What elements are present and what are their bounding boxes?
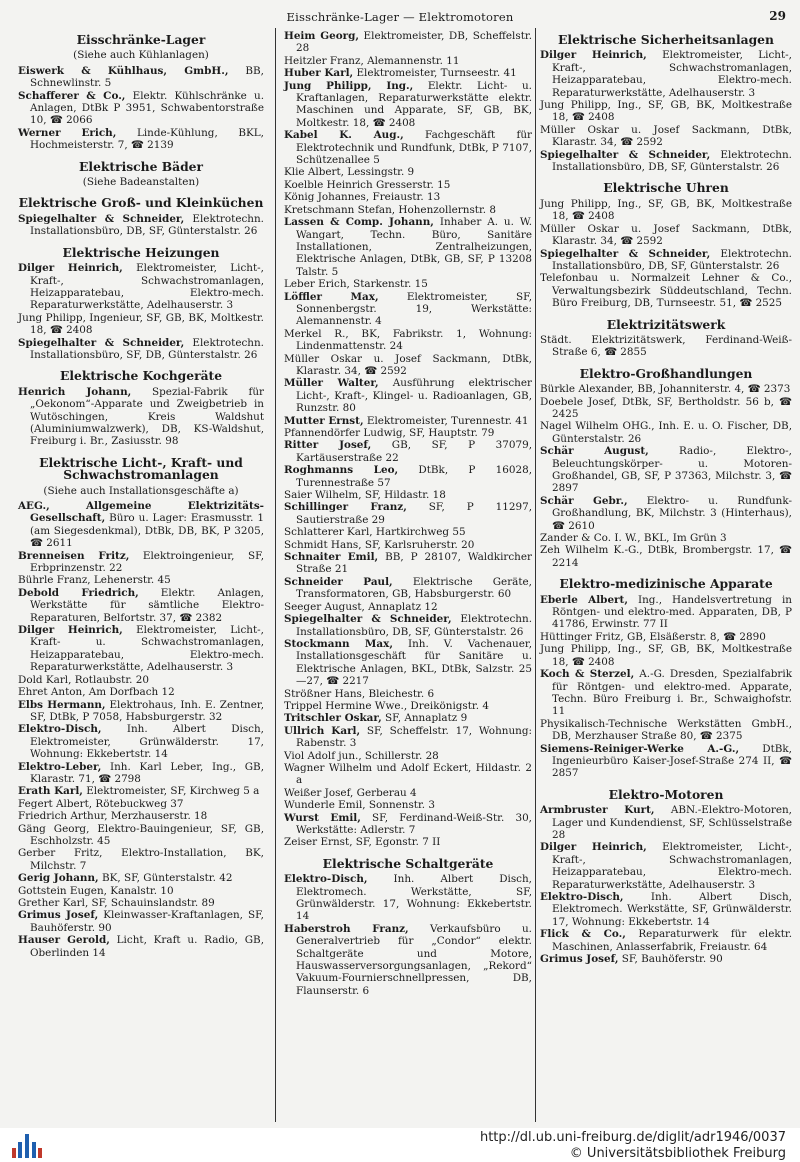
entry-details: DtBk, Ingenieurbüro Kaiser-Josef-Straße 274 II, ☎ 2857 (552, 742, 792, 780)
directory-entry (540, 445, 792, 495)
entry-name: Grimus Josef, (540, 953, 619, 966)
entry-name: Schnaiter Emil, (284, 551, 379, 564)
entry-name: Gerig Johann, (18, 872, 99, 885)
directory-entry (18, 674, 264, 686)
directory-entry (540, 891, 792, 928)
directory-entry (284, 489, 532, 501)
entry-details: Linde-Kühlung, BKL, Hochmeisterstr. 7, ☎ 2139 (30, 126, 264, 152)
column-middle (284, 30, 532, 997)
entry-details: Wunderle Emil, Sonnenstr. 3 (284, 799, 436, 812)
directory-entry (540, 248, 792, 273)
entry-details: Ing., Handelsvertretung in Röntgen- und elektro-med. Apparaten, DB, P 41786, Erwinstr. 77 II (552, 593, 792, 631)
entry-name: Dilger Heinrich, (540, 841, 647, 854)
entry-details: Klie Albert, Lessingstr. 9 (284, 166, 415, 179)
entry-details: Viol Adolf jun., Schillerstr. 28 (284, 749, 439, 762)
page-number: 29 (769, 9, 786, 23)
directory-entry (284, 526, 532, 538)
entry-details: Ausführung elektrischer Licht-, Kraft-, Klingel- u. Radioanlagen, GB, Runzstr. 80 (296, 377, 532, 415)
directory-entry (284, 80, 532, 130)
entry-details: Inh. V. Vachenauer, Installationsgeschäft für Sanitäre u. Elektrische Anlagen, BKL, DtBk, Salzstr. 25—27, ☎ 2217 (296, 637, 533, 688)
section-heading: Elektro-Motoren (608, 786, 724, 802)
entry-name: Jung Philipp, Ing., (284, 79, 414, 92)
entry-details: Verkaufsbüro u. Generalvertrieb für „Condor“ elektr. Schaltgeräte und Motore, Hauswasserversorgungsanlagen, „Rekord“ Vakuum-Fournierschnellpressen, DB, Flaunserstr. 6 (296, 922, 532, 997)
copyright-notice: © Universitätsbibliothek Freiburg (569, 1146, 786, 1161)
directory-entry (540, 99, 792, 124)
directory-entry (18, 262, 264, 312)
directory-entry (540, 631, 792, 643)
entry-details: Fegert Albert, Rötebuckweg 37 (18, 797, 184, 810)
directory-entry (284, 836, 532, 848)
directory-entry (18, 885, 264, 897)
entry-details: Zeh Wilhelm K.-G., DtBk, Brombergstr. 17, ☎ 2214 (540, 544, 792, 569)
directory-entry (284, 923, 532, 997)
directory-entry (284, 328, 532, 353)
entry-name: Eberle Albert, (540, 593, 628, 606)
entry-name: Spiegelhalter & Schneider, (18, 212, 185, 225)
entry-details: Koelble Heinrich Gresserstr. 15 (284, 178, 451, 191)
entry-details: Jung Philipp, Ing., SF, GB, BK, Moltkestraße 18, ☎ 2408 (540, 99, 792, 124)
entry-name: Schafferer & Co., (18, 89, 126, 102)
directory-entry (540, 718, 792, 743)
directory-entry (284, 762, 532, 787)
directory-entry (18, 624, 264, 674)
entry-details: Physikalisch-Technische Werkstätten GmbH., DB, Merzhauser Straße 80, ☎ 2375 (540, 717, 792, 743)
directory-entry (540, 841, 792, 891)
entry-details: SF, Ferdinand-Weiß-Str. 30, Werkstätte: Adlerstr. 7 (296, 811, 532, 836)
directory-entry (540, 928, 792, 953)
entry-details: Merkel R., BK, Fabrikstr. 1, Wohnung: Lindenmattenstr. 24 (284, 327, 532, 353)
section-heading: Elektrische Kochgeräte (59, 368, 223, 384)
directory-entry (284, 787, 532, 799)
entry-details: Ehret Anton, Am Dorfbach 12 (18, 686, 175, 699)
directory-entry (540, 396, 792, 421)
directory-entry (284, 613, 532, 638)
directory-entry (540, 532, 792, 544)
entry-details: Müller Oskar u. Josef Sackmann, DtBk, Klarastr. 34, ☎ 2592 (540, 222, 792, 248)
entry-name: Spiegelhalter & Schneider, (540, 247, 711, 260)
directory-entry (18, 574, 264, 586)
entry-details: Inhaber A. u. W. Wangart, Techn. Büro, Sanitäre Installationen, Zentralheizungen, Elektrische Anlagen, DtBk, GB, SF, P 13208 Talstr. 5 (296, 216, 532, 278)
cross-reference: (Siehe auch Kühlanlagen) (73, 49, 209, 62)
section-heading: Elektro-Großhandlungen (579, 365, 753, 381)
entry-details: Elektrotechn. Installationsbüro, DB, SF, Günterstalstr. 26 (30, 212, 264, 238)
entry-name: Henrich Johann, (18, 385, 132, 398)
entry-details: Fachgeschäft für Elektrotechnik und Rundfunk, DtBk, P 7107, Schützenallee 5 (296, 129, 532, 167)
entry-name: Schär August, (540, 445, 649, 458)
directory-entry (284, 166, 532, 178)
entry-details: BK, SF, Günterstalstr. 42 (98, 872, 233, 885)
entry-details: Nagel Wilhelm OHG., Inh. E. u. O. Fischer, DB, Günterstalstr. 26 (540, 420, 792, 445)
directory-entry (18, 686, 264, 698)
entry-details: Elektrotechn. Installationsbüro, DB, SF, Günterstalstr. 26 (552, 148, 792, 174)
directory-entry (540, 594, 792, 631)
section-heading: Elektrische Uhren (603, 180, 729, 196)
entry-details: Inh. Albert Disch, Elektromeister, Grünwälderstr. 17, Wohnung: Ekkebertstr. 14 (30, 723, 264, 761)
entry-name: Tritschler Oskar, (284, 712, 382, 725)
entry-details: Inh. Albert Disch, Elektromech. Werkstätte, SF, Grünwälderstr. 17, Wohnung: Ekkebertstr. 14 (296, 873, 532, 923)
directory-entry (284, 30, 532, 55)
entry-details: Wagner Wilhelm und Adolf Eckert, Hildastr. 2 a (284, 761, 532, 787)
directory-entry (284, 725, 532, 750)
directory-entry (540, 804, 792, 841)
directory-entry (540, 743, 792, 780)
column-left (18, 30, 264, 959)
running-head: Eisschränke-Lager — Elektromotoren (286, 10, 514, 24)
entry-name: Lassen & Comp. Johann, (284, 216, 434, 229)
directory-entry (284, 291, 532, 328)
directory-entry (284, 439, 532, 464)
directory-entry (284, 67, 532, 79)
viewer-footer (0, 1128, 800, 1162)
entry-details: Trippel Hermine Wwe., Dreikönigstr. 4 (284, 699, 489, 712)
directory-entry (18, 127, 264, 152)
entry-details: Radio-, Elektro-, Beleuchtungskörper- u. Motoren-Großhandel, GB, SF, P 37363, Milchstr. 3, ☎ 2897 (552, 445, 792, 495)
entry-details: Kleinwasser-Kraftanlagen, SF, Bauhöferstr. 90 (30, 909, 264, 934)
directory-entry (284, 464, 532, 489)
entry-details: SF, Annaplatz 9 (381, 712, 468, 725)
entry-details: Leber Erich, Starkenstr. 15 (284, 278, 428, 291)
entry-name: Wurst Emil, (284, 811, 361, 824)
entry-details: Elektr. Kühlschränke u. Anlagen, DtBk P 3951, Schwabentorstraße 10, ☎ 2066 (30, 89, 264, 127)
section-heading: Elektrische Sicherheitsanlagen (558, 32, 774, 47)
permalink-url[interactable]: http://dl.ub.uni-freiburg.de/diglit/adr1946/0037 (479, 1130, 786, 1145)
directory-entry (284, 353, 532, 378)
entry-details: Elektrotechn. Installationsbüro, DB, SF, Günterstalstr. 26 (296, 613, 532, 638)
library-logo-icon (12, 1132, 42, 1160)
entry-name: Mutter Ernst, (284, 414, 364, 427)
directory-entry (284, 415, 532, 427)
entry-details: Weißer Josef, Gerberau 4 (284, 786, 417, 799)
entry-name: Erath Karl, (18, 785, 83, 798)
entry-details: Spezial-Fabrik für „Oekonom“-Apparate und Zweigbetrieb in Wutöschingen, Kreis Waldshut (Aluminiumwalzwerk), DB, KS-Waldshut, Freiburg i. Br., Zasiusstr. 98 (30, 385, 265, 448)
directory-entry (284, 812, 532, 837)
directory-entry (284, 191, 532, 203)
directory-entry (540, 953, 792, 965)
directory-entry (18, 785, 264, 797)
directory-entry (18, 761, 264, 786)
entry-name: Müller Walter, (284, 377, 379, 390)
directory-entry (18, 723, 264, 760)
directory-entry (18, 847, 264, 872)
directory-entry (18, 897, 264, 909)
entry-details: Elektrische Geräte, Transformatoren, GB, Habsburgerstr. 60 (296, 575, 532, 601)
directory-entry (540, 149, 792, 174)
entry-name: Schneider Paul, (284, 575, 393, 588)
entry-details: Inh. Karl Leber, Ing., GB, Klarastr. 71, ☎ 2798 (30, 760, 264, 785)
entry-details: Elektromeister, Licht-, Kraft- u. Schwachstromanlagen, Heizapparatebau, Elektro-mech. Reparaturwerkstätte, Adelhauserstr. 3 (30, 624, 264, 674)
entry-name: Ullrich Karl, (284, 724, 361, 737)
directory-entry (18, 213, 264, 238)
directory-entry (540, 334, 792, 359)
directory-entry (540, 668, 792, 718)
entry-details: BB, Schnewlinstr. 5 (30, 64, 264, 90)
directory-entry (284, 638, 532, 688)
entry-name: Spiegelhalter & Schneider, (540, 148, 711, 161)
column-rule (535, 28, 536, 1122)
section-heading: Elektrische Heizungen (62, 244, 220, 260)
section-heading: Elektro-medizinische Apparate (559, 576, 773, 592)
entry-name: Löffler Max, (284, 290, 379, 303)
entry-name: Hauser Gerold, (18, 934, 110, 947)
column-right (540, 30, 792, 965)
directory-entry (284, 427, 532, 439)
directory-entry (18, 90, 264, 127)
section-heading: Elektrische Groß- und Kleinküchen (18, 195, 264, 211)
entry-details: SF, Bauhöferstr. 90 (618, 953, 723, 966)
entry-details: Bührle Franz, Lehenerstr. 45 (18, 574, 171, 587)
entry-details: Zeiser Ernst, SF, Egonstr. 7 II (284, 836, 441, 849)
directory-entry (18, 587, 264, 624)
entry-name: Grimus Josef, (18, 909, 99, 922)
entry-name: Dilger Heinrich, (540, 49, 647, 62)
directory-entry (18, 312, 264, 337)
directory-entry (540, 272, 792, 309)
entry-details: Elektrohaus, Inh. E. Zentner, SF, DtBk, P 7058, Habsburgerstr. 32 (30, 698, 264, 723)
entry-name: Elektro-Leber, (18, 760, 102, 773)
entry-details: Pfannendörfer Ludwig, SF, Hauptstr. 79 (284, 427, 495, 439)
entry-details: Elektr. Anlagen, Werkstätte für sämtliche Elektro-Reparaturen, Belfortstr. 37, ☎ 2382 (30, 586, 264, 624)
directory-entry (284, 700, 532, 712)
directory-entry (18, 934, 264, 959)
section-heading: Elektrische Schaltgeräte (322, 855, 494, 871)
entry-details: Müller Oskar u. Josef Sackmann, DtBk, Klarastr. 34, ☎ 2592 (284, 352, 532, 377)
entry-name: AEG., Allgemeine Elektrizitäts-Gesellschaft, (18, 500, 264, 525)
entry-name: Brenneisen Fritz, (18, 549, 130, 562)
entry-name: Elektro-Disch, (18, 723, 102, 736)
directory-entry (18, 909, 264, 934)
entry-details: Elektromeister, DB, Scheffelstr. 28 (296, 30, 532, 55)
entry-details: Müller Oskar u. Josef Sackmann, DtBk, Klarastr. 34, ☎ 2592 (540, 123, 792, 149)
entry-details: Elektromeister, Licht-, Kraft-, Schwachstromanlagen, Heizapparatebau, Elektro-mech. Reparaturwerkstätte, Adelhauserstr. 3 (552, 49, 792, 99)
directory-entry (284, 278, 532, 290)
entry-details: Schmidt Hans, SF, Karlsruherstr. 20 (284, 538, 475, 551)
directory-entry (18, 810, 264, 822)
entry-name: Elektro-Disch, (284, 873, 368, 886)
entry-details: Elektromeister, Licht-, Kraft-, Schwachstromanlagen, Heizapparatebau, Elektro-mech. Reparaturwerkstätte, Adelhauserstr. 3 (552, 841, 792, 891)
section-heading: Elektrische Bäder (79, 158, 203, 174)
directory-entry (18, 823, 264, 848)
entry-name: Heim Georg, (284, 30, 359, 42)
directory-entry (540, 124, 792, 149)
entry-name: Schillinger Franz, (284, 501, 407, 514)
entry-details: Jung Philipp, Ingenieur, SF, GB, BK, Moltkestr. 18, ☎ 2408 (18, 311, 264, 337)
entry-details: Elektrotechn. Installationsbüro, SF, DB, Günterstalstr. 26 (30, 336, 264, 361)
directory-entry (284, 551, 532, 576)
directory-entry (18, 550, 264, 575)
directory-entry (284, 129, 532, 166)
entry-details: DtBk, P 16028, Turennestraße 57 (296, 464, 533, 489)
directory-entry (540, 544, 792, 569)
directory-entry (540, 223, 792, 248)
directory-entry (18, 798, 264, 810)
cross-reference: (Siehe Badeanstalten) (82, 176, 200, 189)
entry-details: Heitzler Franz, Alemannenstr. 11 (284, 54, 460, 67)
entry-details: Bürkle Alexander, BB, Johanniterstr. 4, ☎ 2373 (540, 383, 791, 396)
directory-entry (284, 576, 532, 601)
directory-entry (18, 872, 264, 884)
entry-details: Elektromeister, Turnseestr. 41 (353, 67, 517, 80)
entry-details: Friedrich Arthur, Merzhauserstr. 18 (18, 810, 208, 823)
entry-details: König Johannes, Freiaustr. 13 (284, 191, 441, 204)
directory-entry (284, 55, 532, 67)
entry-name: Dilger Heinrich, (18, 624, 123, 637)
entry-name: Dilger Heinrich, (18, 262, 123, 275)
directory-entry (284, 712, 532, 724)
entry-details: Saier Wilhelm, SF, Hildastr. 18 (284, 489, 446, 502)
entry-name: Roghmanns Leo, (284, 464, 399, 477)
entry-name: Flick & Co., (540, 928, 626, 941)
directory-entry (540, 643, 792, 668)
entry-details: Strößner Hans, Bleichestr. 6 (284, 687, 435, 700)
section-heading: Elektrizitätswerk (606, 316, 726, 332)
entry-name: Armbruster Kurt, (540, 804, 655, 817)
entry-details: Inh. Albert Disch, Elektromech. Werkstätte, SF, Grünwälderstr. 17, Wohnung: Ekkebertstr. 14 (552, 891, 792, 928)
entry-details: Dold Karl, Rotlaubstr. 20 (18, 673, 149, 686)
entry-name: Werner Erich, (18, 126, 117, 139)
entry-name: Huber Karl, (284, 67, 354, 80)
entry-details: Elektromeister, Turennestr. 41 (363, 414, 529, 427)
entry-details: Reparaturwerk für elektr. Maschinen, Anlasserfabrik, Freiaustr. 64 (552, 928, 792, 953)
entry-details: Licht, Kraft u. Radio, GB, Oberlinden 14 (30, 934, 264, 959)
entry-details: Elektromeister, SF, Sonnenbergstr. 19, Werkstätte: Alemannenstr. 4 (296, 290, 533, 328)
entry-details: Grether Karl, SF, Schauinslandstr. 89 (18, 897, 215, 909)
entry-details: GB, SF, P 37079, Kartäuserstraße 22 (296, 439, 532, 464)
entry-name: Elektro-Disch, (540, 891, 624, 903)
directory-entry (284, 539, 532, 551)
entry-name: Eiswerk & Kühlhaus, GmbH., (18, 64, 229, 77)
directory-entry (284, 799, 532, 811)
entry-name: Spiegelhalter & Schneider, (284, 613, 452, 626)
directory-entry (18, 500, 264, 550)
entry-details: Elektroingenieur, SF, Erbprinzenstr. 22 (30, 549, 264, 575)
directory-entry (284, 601, 532, 613)
entry-details: Seeger August, Annaplatz 12 (284, 600, 438, 613)
entry-details: Hüttinger Fritz, GB, Elsäßerstr. 8, ☎ 2890 (540, 630, 766, 643)
cross-reference: (Siehe auch Installationsgeschäfte a) (43, 484, 239, 497)
entry-details: Doebele Josef, DtBk, SF, Bertholdstr. 56 b, ☎ 2425 (540, 395, 792, 420)
directory-entry (284, 204, 532, 216)
directory-entry (18, 337, 264, 362)
entry-details: BB, P 28107, Waldkircher Straße 21 (296, 551, 532, 576)
entry-details: A.-G. Dresden, Spezialfabrik für Röntgen- und elektro-med. Apparate, Techn. Büro Freiburg i. Br., Schwaighofstr. 11 (552, 668, 792, 718)
entry-name: Ritter Josef, (284, 439, 372, 452)
entry-name: Koch & Sterzel, (540, 668, 635, 681)
section-heading: Elektrische Licht-, Kraft- und Schwachstromanlagen (39, 454, 243, 483)
entry-name: Stockmann Max, (284, 637, 393, 650)
entry-details: Städt. Elektrizitätswerk, Ferdinand-Weiß-Straße 6, ☎ 2855 (540, 333, 792, 359)
entry-details: Gottstein Eugen, Kanalstr. 10 (18, 884, 174, 897)
entry-name: Kabel K. Aug., (284, 129, 404, 142)
entry-name: Debold Friedrich, (18, 586, 139, 599)
directory-entry (284, 216, 532, 278)
section-heading: Eisschränke-Lager (76, 32, 206, 47)
entry-details: Zander & Co. I. W., BKL, Im Grün 3 (540, 532, 727, 545)
directory-entry (284, 179, 532, 191)
entry-name: Schär Gebr., (540, 494, 628, 507)
entry-details: ABN.-Elektro-Motoren, Lager und Kundendienst, SF, Schlüsselstraße 28 (552, 804, 792, 841)
entry-details: Elektro- u. Rundfunk-Großhandlung, BK, Milchstr. 3 (Hinterhaus), ☎ 2610 (552, 494, 792, 532)
directory-entry (284, 377, 532, 414)
directory-entry (18, 65, 264, 90)
entry-details: Jung Philipp, Ing., SF, GB, BK, Moltkestraße 18, ☎ 2408 (540, 643, 792, 668)
entry-details: Büro u. Lager: Erasmusstr. 1 (am Siegesdenkmal), DtBk, DB, BK, P 3205, ☎ 2611 (30, 512, 264, 550)
entry-details: Jung Philipp, Ing., SF, GB, BK, Moltkestraße 18, ☎ 2408 (540, 197, 792, 223)
entry-details: Elektrotechn. Installationsbüro, DB, SF, Günterstalstr. 26 (552, 247, 792, 272)
directory-entry (540, 495, 792, 532)
directory-entry (540, 383, 792, 395)
entry-details: Gäng Georg, Elektro-Bauingenieur, SF, GB, Eschholzstr. 45 (18, 822, 264, 847)
directory-entry (284, 501, 532, 526)
entry-details: Elektromeister, Licht-, Kraft-, Schwachstromanlagen, Heizapparatebau, Elektro-mech. Reparaturwerkstätte, Adelhauserstr. 3 (30, 262, 264, 312)
directory-entry (540, 198, 792, 223)
entry-name: Siemens-Reiniger-Werke A.-G., (540, 742, 740, 755)
entry-details: Kretschmann Stefan, Hohenzollernstr. 8 (284, 203, 496, 216)
entry-details: Gerber Fritz, Elektro-Installation, BK, Milchstr. 7 (18, 847, 264, 872)
directory-entry (284, 873, 532, 923)
entry-details: SF, P 11297, Sautierstraße 29 (296, 501, 532, 526)
directory-entry (540, 49, 792, 99)
column-rule (275, 28, 276, 1122)
entry-details: SF, Scheffelstr. 17, Wohnung: Rabenstr. 3 (296, 724, 532, 750)
entry-details: Elektr. Licht- u. Kraftanlagen, Reparaturwerkstätte elektr. Maschinen und Apparate, SF, GB, BK, Moltkestr. 18, ☎ 2408 (296, 79, 532, 129)
entry-details: Telefonbau u. Normalzeit Lehner & Co., Verwaltungsbezirk Süddeutschland, Techn. Büro Freiburg, DB, Turnseestr. 51, ☎ 2525 (540, 272, 792, 310)
entry-name: Spiegelhalter & Schneider, (18, 336, 185, 349)
directory-entry (540, 420, 792, 445)
directory-entry (18, 699, 264, 724)
directory-entry (284, 688, 532, 700)
entry-name: Elbs Hermann, (18, 698, 106, 711)
entry-details: Schlatterer Karl, Hartkirchweg 55 (284, 526, 466, 539)
directory-entry (18, 386, 264, 448)
directory-entry (284, 750, 532, 762)
entry-name: Haberstroh Franz, (284, 922, 409, 935)
entry-details: Elektromeister, SF, Kirchweg 5 a (82, 785, 260, 798)
